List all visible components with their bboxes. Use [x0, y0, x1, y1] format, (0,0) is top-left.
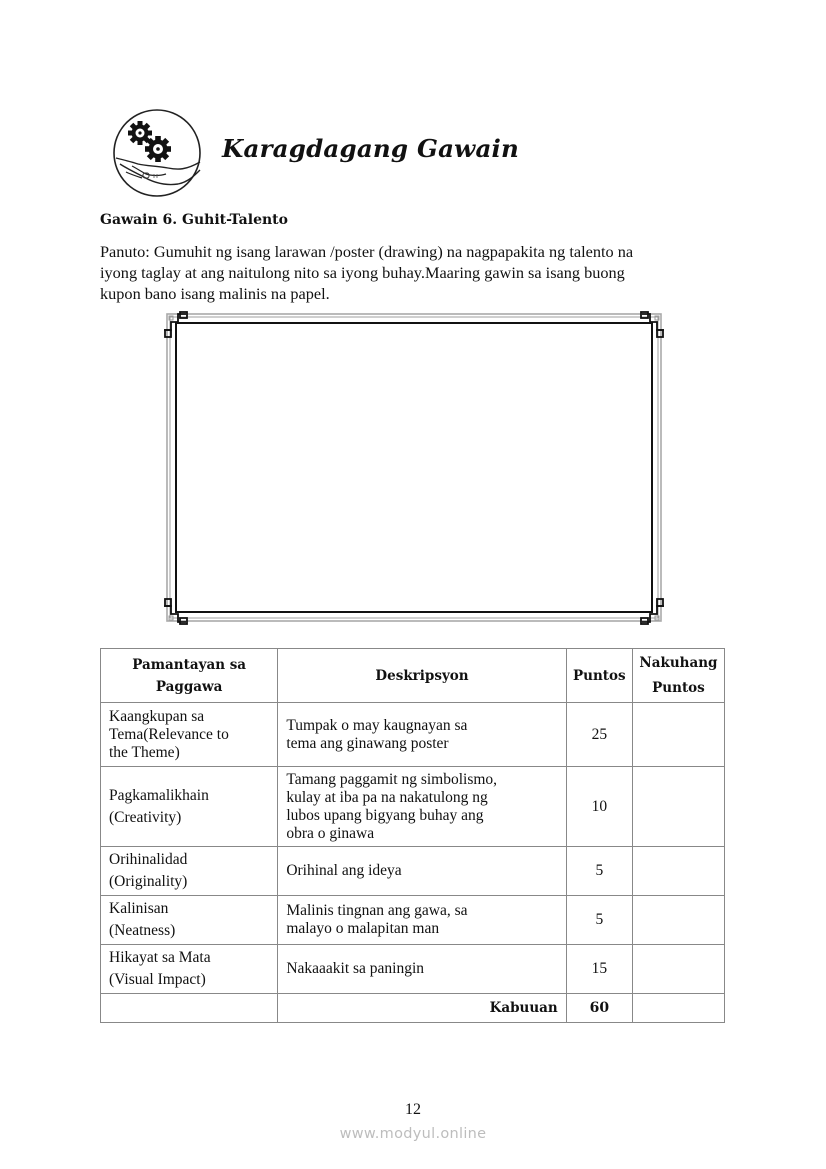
- total-earned-cell[interactable]: [632, 994, 724, 1023]
- total-label: Kabuuan: [278, 994, 566, 1023]
- points-cell: 25: [566, 703, 632, 767]
- total-empty-cell: [101, 994, 278, 1023]
- description-cell: Tumpak o may kaugnayan sa tema ang ginawang poster: [278, 703, 566, 767]
- earned-points-cell[interactable]: [632, 847, 724, 896]
- earned-points-cell[interactable]: [632, 896, 724, 945]
- drawing-frame: [164, 310, 664, 626]
- earned-points-cell[interactable]: [632, 703, 724, 767]
- header-description: Deskripsyon: [278, 649, 566, 703]
- points-cell: 15: [566, 945, 632, 994]
- earned-points-cell[interactable]: [632, 945, 724, 994]
- instruction-line: kupon bano isang malinis na papel.: [100, 284, 330, 303]
- table-row: [101, 896, 725, 945]
- header-earned: Nakuhang Puntos: [632, 649, 724, 703]
- gears-in-hand-icon: [112, 108, 202, 198]
- points-cell: 5: [566, 847, 632, 896]
- instruction-line: iyong taglay at ang naitulong nito sa iyong buhay.Maaring gawin sa isang buong: [100, 263, 625, 282]
- section-title: Karagdagang Gawain: [222, 134, 520, 163]
- task-heading: Gawain 6. Guhit-Talento: [100, 212, 288, 228]
- criteria-cell: Pagkamalikhain (Creativity): [101, 767, 278, 847]
- table-row: [101, 945, 725, 994]
- task-instructions: [100, 241, 740, 304]
- total-points: 60: [566, 994, 632, 1023]
- points-cell: 5: [566, 896, 632, 945]
- criteria-cell: Hikayat sa Mata (Visual Impact): [101, 945, 278, 994]
- description-cell: Nakaaakit sa paningin: [278, 945, 566, 994]
- page-number: 12: [405, 1101, 421, 1118]
- description-cell: Malinis tingnan ang gawa, sa malayo o malapitan man: [278, 896, 566, 945]
- watermark: www.modyul.online: [339, 1126, 487, 1142]
- header-points: Puntos: [566, 649, 632, 703]
- description-cell: Tamang paggamit ng simbolismo, kulay at iba pa na nakatulong ng lubos upang bigyang buhay ang obra o ginawa: [278, 767, 566, 847]
- description-cell: Orihinal ang ideya: [278, 847, 566, 896]
- total-row: [101, 994, 725, 1023]
- table-row: [101, 847, 725, 896]
- criteria-cell: Orihinalidad (Originality): [101, 847, 278, 896]
- instruction-line: Panuto: Gumuhit ng isang larawan /poster (drawing) na nagpapakita ng talento na: [100, 242, 634, 261]
- rubric-table: [100, 648, 725, 1023]
- header-criteria: Pamantayan sa Paggawa: [101, 649, 278, 703]
- earned-points-cell[interactable]: [632, 767, 724, 847]
- table-row: [101, 767, 725, 847]
- criteria-cell: Kalinisan (Neatness): [101, 896, 278, 945]
- table-row: [101, 703, 725, 767]
- table-header-row: [101, 649, 725, 703]
- points-cell: 10: [566, 767, 632, 847]
- criteria-cell: Kaangkupan sa Tema(Relevance to the Theme): [101, 703, 278, 767]
